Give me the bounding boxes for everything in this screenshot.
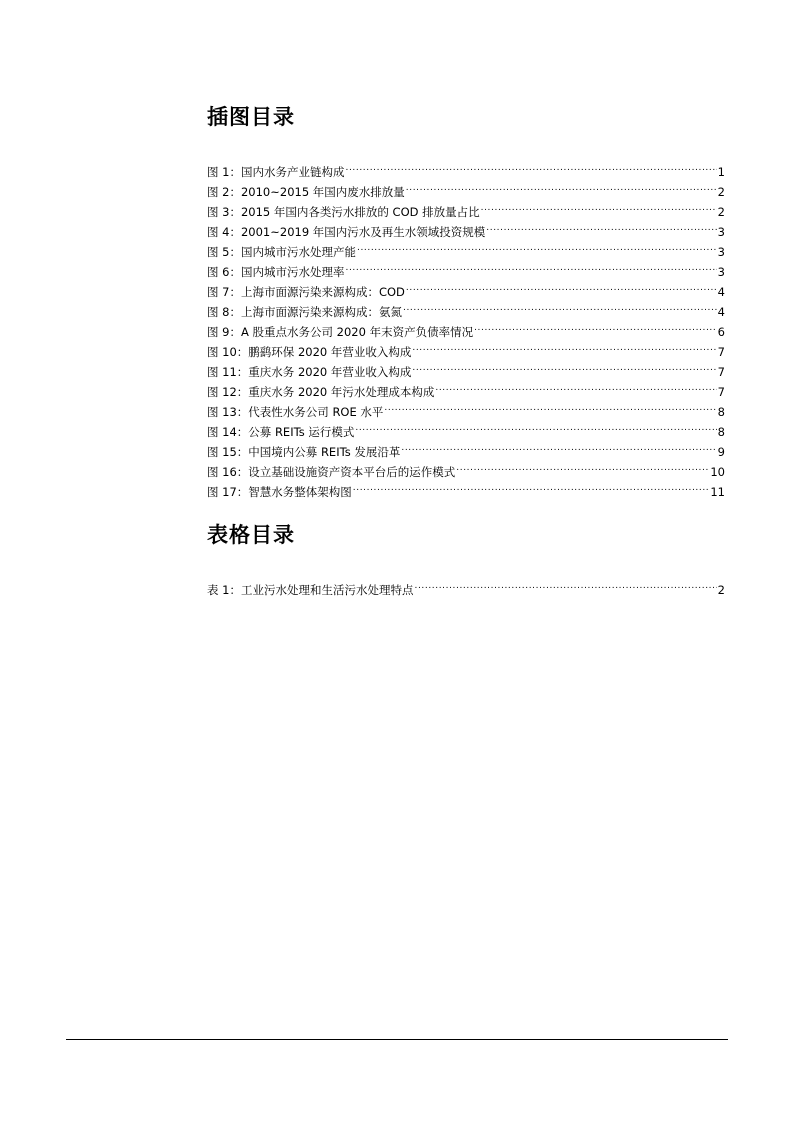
- table-index-list: [207, 574, 725, 597]
- entry-page-number: 11: [710, 485, 725, 499]
- dot-leader: [403, 296, 717, 316]
- entry-page-number: 4: [717, 285, 725, 299]
- figure-entry-1[interactable]: [207, 156, 725, 179]
- entry-label: 图 7：上海市面源污染来源构成：COD: [207, 285, 405, 299]
- entry-label: 图 2：2010~2015 年国内废水排放量: [207, 185, 405, 199]
- dot-leader: [406, 176, 717, 196]
- dot-leader: [481, 196, 717, 216]
- dot-leader: [474, 316, 717, 336]
- dot-leader: [357, 236, 717, 256]
- entry-label: 图 14：公募 REITs 运行模式: [207, 425, 355, 439]
- entry-label: 表 1：工业污水处理和生活污水处理特点: [207, 583, 414, 597]
- entry-label: 图 13：代表性水务公司 ROE 水平: [207, 405, 384, 419]
- entry-label: 图 17：智慧水务整体架构图: [207, 485, 352, 499]
- entry-page-number: 2: [717, 583, 725, 597]
- dot-leader: [353, 476, 710, 496]
- table-entry-1[interactable]: [207, 574, 725, 597]
- entry-page-number: 3: [717, 225, 725, 239]
- dot-leader: [345, 156, 716, 176]
- dot-leader: [412, 356, 716, 376]
- figure-index-list: [207, 156, 725, 499]
- entry-page-number: 3: [717, 265, 725, 279]
- footer-divider: [66, 1039, 728, 1040]
- figure-index-title: 插图目录: [207, 105, 295, 129]
- entry-page-number: 7: [717, 365, 725, 379]
- entry-page-number: 1: [717, 165, 725, 179]
- dot-leader: [435, 376, 716, 396]
- entry-page-number: 7: [717, 385, 725, 399]
- entry-label: 图 9：A 股重点水务公司 2020 年末资产负债率情况: [207, 325, 474, 339]
- entry-page-number: 3: [717, 245, 725, 259]
- entry-label: 图 5：国内城市污水处理产能: [207, 245, 356, 259]
- dot-leader: [355, 416, 716, 436]
- entry-label: 图 1：国内水务产业链构成: [207, 165, 345, 179]
- entry-label: 图 12：重庆水务 2020 年污水处理成本构成: [207, 385, 435, 399]
- entry-page-number: 4: [717, 305, 725, 319]
- table-index-title: 表格目录: [207, 523, 295, 547]
- dot-leader: [486, 216, 716, 236]
- dot-leader: [412, 336, 716, 356]
- dot-leader: [401, 436, 716, 456]
- entry-label: 图 11：重庆水务 2020 年营业收入构成: [207, 365, 412, 379]
- entry-label: 图 3：2015 年国内各类污水排放的 COD 排放量占比: [207, 205, 480, 219]
- entry-label: 图 16：设立基础设施资产资本平台后的运作模式: [207, 465, 456, 479]
- entry-page-number: 2: [717, 185, 725, 199]
- entry-label: 图 10：鹏鹞环保 2020 年营业收入构成: [207, 345, 412, 359]
- entry-label: 图 4：2001~2019 年国内污水及再生水领域投资规模: [207, 225, 486, 239]
- entry-page-number: 10: [710, 465, 725, 479]
- entry-page-number: 7: [717, 345, 725, 359]
- entry-page-number: 9: [717, 445, 725, 459]
- dot-leader: [456, 456, 709, 476]
- entry-page-number: 6: [717, 325, 725, 339]
- entry-label: 图 15：中国境内公募 REITs 发展沿革: [207, 445, 401, 459]
- dot-leader: [406, 276, 717, 296]
- entry-label: 图 8：上海市面源污染来源构成：氨氮: [207, 305, 402, 319]
- entry-page-number: 8: [717, 405, 725, 419]
- entry-page-number: 8: [717, 425, 725, 439]
- entry-label: 图 6：国内城市污水处理率: [207, 265, 345, 279]
- dot-leader: [384, 396, 716, 416]
- entry-page-number: 2: [717, 205, 725, 219]
- dot-leader: [414, 574, 716, 594]
- dot-leader: [345, 256, 716, 276]
